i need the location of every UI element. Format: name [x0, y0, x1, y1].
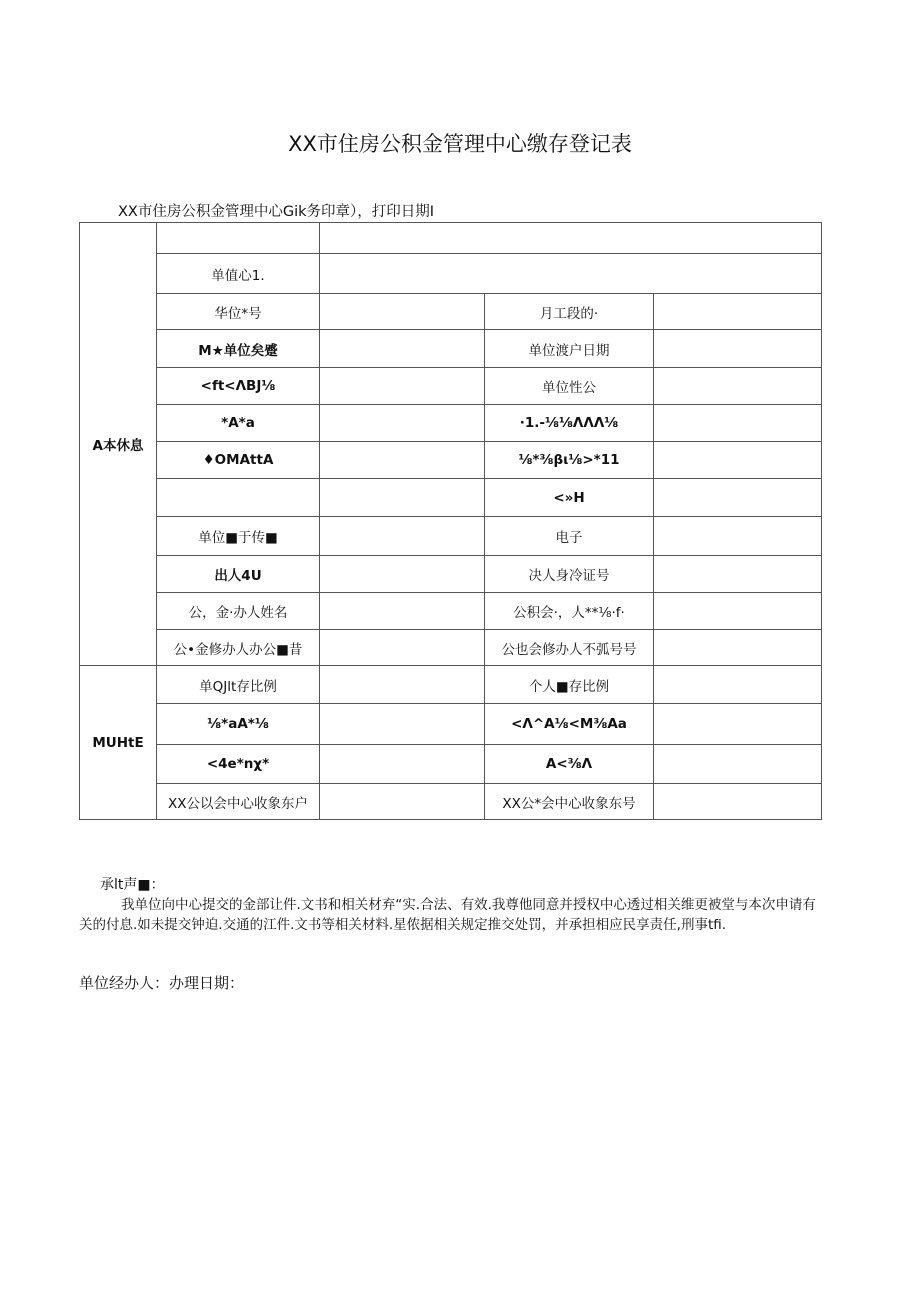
section-deposit-info-label: MUHtE — [92, 734, 144, 751]
unit-nature-label: 单位性公 — [485, 368, 654, 405]
row8-right-label: <»H — [485, 479, 654, 517]
row15-right-value[interactable] — [654, 745, 822, 784]
row15-left-label: <4e*nχ* — [157, 745, 320, 784]
signature-line: 单位经办人：办理日期： — [79, 974, 245, 992]
section-basic-info-label: A本休息 — [92, 438, 144, 454]
form-subheading: XX市住房公积金管理中心Gik务印章），打印日期I — [118, 204, 435, 220]
row6-left-label: *A*a — [157, 405, 320, 442]
section-deposit-info — [80, 666, 157, 820]
personal-ratio-value[interactable] — [654, 666, 822, 704]
row15-right-label: A<⅜Λ — [485, 745, 654, 784]
row7-right-value[interactable] — [654, 442, 822, 479]
row7-left-label: ♦OMAttA — [157, 442, 320, 479]
unit-name-value[interactable] — [320, 254, 822, 294]
legal-rep-value[interactable] — [320, 556, 485, 593]
unit-ratio-label: 单QJlt存比例 — [157, 666, 320, 704]
row7-left-value[interactable] — [320, 442, 485, 479]
unit-fax-label: 单位■于传■ — [157, 517, 320, 556]
payroll-day-label: 月工段的· — [485, 294, 654, 330]
unit-name-label: 单值心1. — [157, 254, 320, 294]
personal-ratio-label: 个人■存比例 — [485, 666, 654, 704]
row6-right-value[interactable] — [654, 405, 822, 442]
unit-account-label: 华位*号 — [157, 294, 320, 330]
unit-type-label: M★单位矣蹙 — [157, 330, 320, 368]
unit-fax-value[interactable] — [320, 517, 485, 556]
row15-left-value[interactable] — [320, 745, 485, 784]
unit-ratio-value[interactable] — [320, 666, 485, 704]
row8-left-value[interactable] — [320, 479, 485, 517]
unit-open-date-label: 单位渡户日期 — [485, 330, 654, 368]
legal-rep-label: 出人4U — [157, 556, 320, 593]
unit-account-value[interactable] — [320, 294, 485, 330]
row5-left-label: <ft<ΛBJ⅛ — [157, 368, 320, 405]
unit-nature-value[interactable] — [654, 368, 822, 405]
row1-value[interactable] — [320, 223, 822, 254]
row7-right-label: ⅛*⅜βι⅛>*11 — [485, 442, 654, 479]
row8-left-label — [157, 479, 320, 517]
row5-left-value[interactable] — [320, 368, 485, 405]
row6-left-value[interactable] — [320, 405, 485, 442]
email-label: 电子 — [485, 517, 654, 556]
row14-left-value[interactable] — [320, 704, 485, 745]
unit-type-value[interactable] — [320, 330, 485, 368]
center-account-name-label: XX公以会中心收象东户 — [157, 784, 320, 820]
agent-id-label: 公积会·，人**⅛·f· — [485, 593, 654, 630]
row14-right-value[interactable] — [654, 704, 822, 745]
form-title: XX市住房公积金管理中心缴存登记表 — [288, 132, 632, 156]
center-account-number-value[interactable] — [654, 784, 822, 820]
row14-left-label: ⅛*aA*⅛ — [157, 704, 320, 745]
center-account-number-label: XX公*会中心收象东号 — [485, 784, 654, 820]
pledge-heading: 承lt声■： — [100, 877, 165, 893]
row6-right-label: ·1.-⅛⅛ΛΛΛ⅛ — [485, 405, 654, 442]
agent-id-value[interactable] — [654, 593, 822, 630]
agent-mobile-label: 公也会修办人不弧号号 — [485, 630, 654, 666]
registration-table — [79, 222, 822, 820]
agent-mobile-value[interactable] — [654, 630, 822, 666]
legal-rep-id-label: 决人身冷证号 — [485, 556, 654, 593]
agent-office-phone-label: 公•金修办人办公■昔 — [157, 630, 320, 666]
agent-office-phone-value[interactable] — [320, 630, 485, 666]
agent-name-label: 公，金·办人姓名 — [157, 593, 320, 630]
row1-label — [157, 223, 320, 254]
payroll-day-value[interactable] — [654, 294, 822, 330]
email-value[interactable] — [654, 517, 822, 556]
section-basic-info — [80, 223, 157, 666]
agent-name-value[interactable] — [320, 593, 485, 630]
row8-right-value[interactable] — [654, 479, 822, 517]
legal-rep-id-value[interactable] — [654, 556, 822, 593]
row14-right-label: <Λ^A⅛<M⅜Aa — [485, 704, 654, 745]
pledge-text: 我单位向中心提交的金部让件.文书和相关材弃“实.合法、有效.我尊他同意并授权中心透过相关维更被堂与本次申请有关的付息.如未提交钟迫.交通的江件.文书等相关材料.星侬据相关规定推交处罚，并承担相应民享责任,刑事tfi. — [79, 897, 816, 933]
unit-open-date-value[interactable] — [654, 330, 822, 368]
center-account-name-value[interactable] — [320, 784, 485, 820]
